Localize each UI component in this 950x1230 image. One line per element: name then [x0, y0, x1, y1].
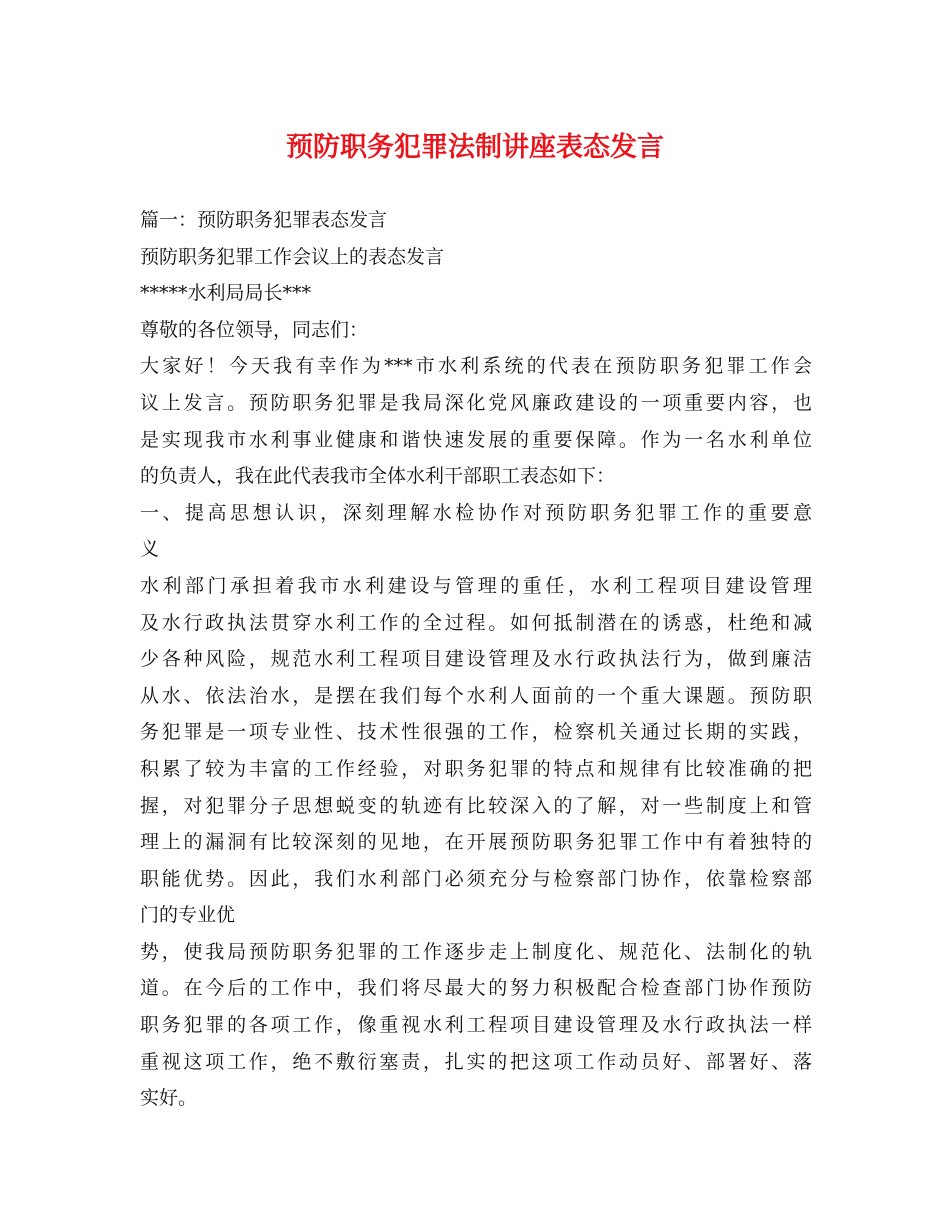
text-line: 尊敬的各位领导，同志们： — [140, 318, 369, 341]
text-line: 大家好！今天我有幸作为***市水利系统的代表在预防职务犯罪工作会 — [140, 355, 812, 378]
text-line: 是实现我市水利事业健康和谐快速发展的重要保障。作为一名水利单位 — [140, 428, 812, 451]
text-line: 理上的漏洞有比较深刻的见地，在开展预防职务犯罪工作中有着独特的 — [140, 831, 812, 854]
text-line: 门的专业优 — [140, 904, 236, 927]
text-line: 势，使我局预防职务犯罪的工作逐步走上制度化、规范化、法制化的轨 — [140, 940, 812, 963]
text-line: 握，对犯罪分子思想蜕变的轨迹有比较深入的了解，对一些制度上和管 — [140, 794, 812, 817]
text-line: 实好。 — [140, 1087, 198, 1110]
text-line: 积累了较为丰富的工作经验，对职务犯罪的特点和规律有比较准确的把 — [140, 757, 812, 780]
text-line: 义 — [140, 538, 160, 561]
text-line: 职务犯罪的各项工作，像重视水利工程项目建设管理及水行政执法一样 — [140, 1014, 812, 1037]
text-line: 及水行政执法贯穿水利工作的全过程。如何抵制潜在的诱惑，杜绝和减 — [140, 611, 812, 634]
text-line: 重视这项工作，绝不敷衍塞责，扎实的把这项工作动员好、部署好、落 — [140, 1050, 812, 1073]
text-line: 职能优势。因此，我们水利部门必须充分与检察部门协作，依靠检察部 — [140, 867, 812, 890]
text-line: 的负责人，我在此代表我市全体水利干部职工表态如下： — [140, 465, 616, 488]
document-title: 预防职务犯罪法制讲座表态发言 — [286, 132, 664, 163]
text-line: 水利部门承担着我市水利建设与管理的重任，水利工程项目建设管理 — [140, 574, 812, 597]
document-body — [140, 202, 812, 1117]
text-line: 篇一：预防职务犯罪表态发言 — [140, 209, 388, 231]
text-line: 一、提高思想认识，深刻理解水检协作对预防职务犯罪工作的重要意 — [140, 501, 812, 524]
text-line: 从水、依法治水，是摆在我们每个水利人面前的一个重大课题。预防职 — [140, 684, 812, 707]
text-line: 少各种风险，规范水利工程项目建设管理及水行政执法行为，做到廉洁 — [140, 648, 812, 671]
text-line: 道。在今后的工作中，我们将尽最大的努力积极配合检查部门协作预防 — [140, 977, 812, 1000]
text-line: 务犯罪是一项专业性、技术性很强的工作，检察机关通过长期的实践， — [140, 721, 812, 744]
text-line: *****水利局局长*** — [140, 282, 312, 305]
text-line: 预防职务犯罪工作会议上的表态发言 — [140, 245, 445, 268]
text-line: 议上发言。预防职务犯罪是我局深化党风廉政建设的一项重要内容，也 — [140, 391, 812, 414]
